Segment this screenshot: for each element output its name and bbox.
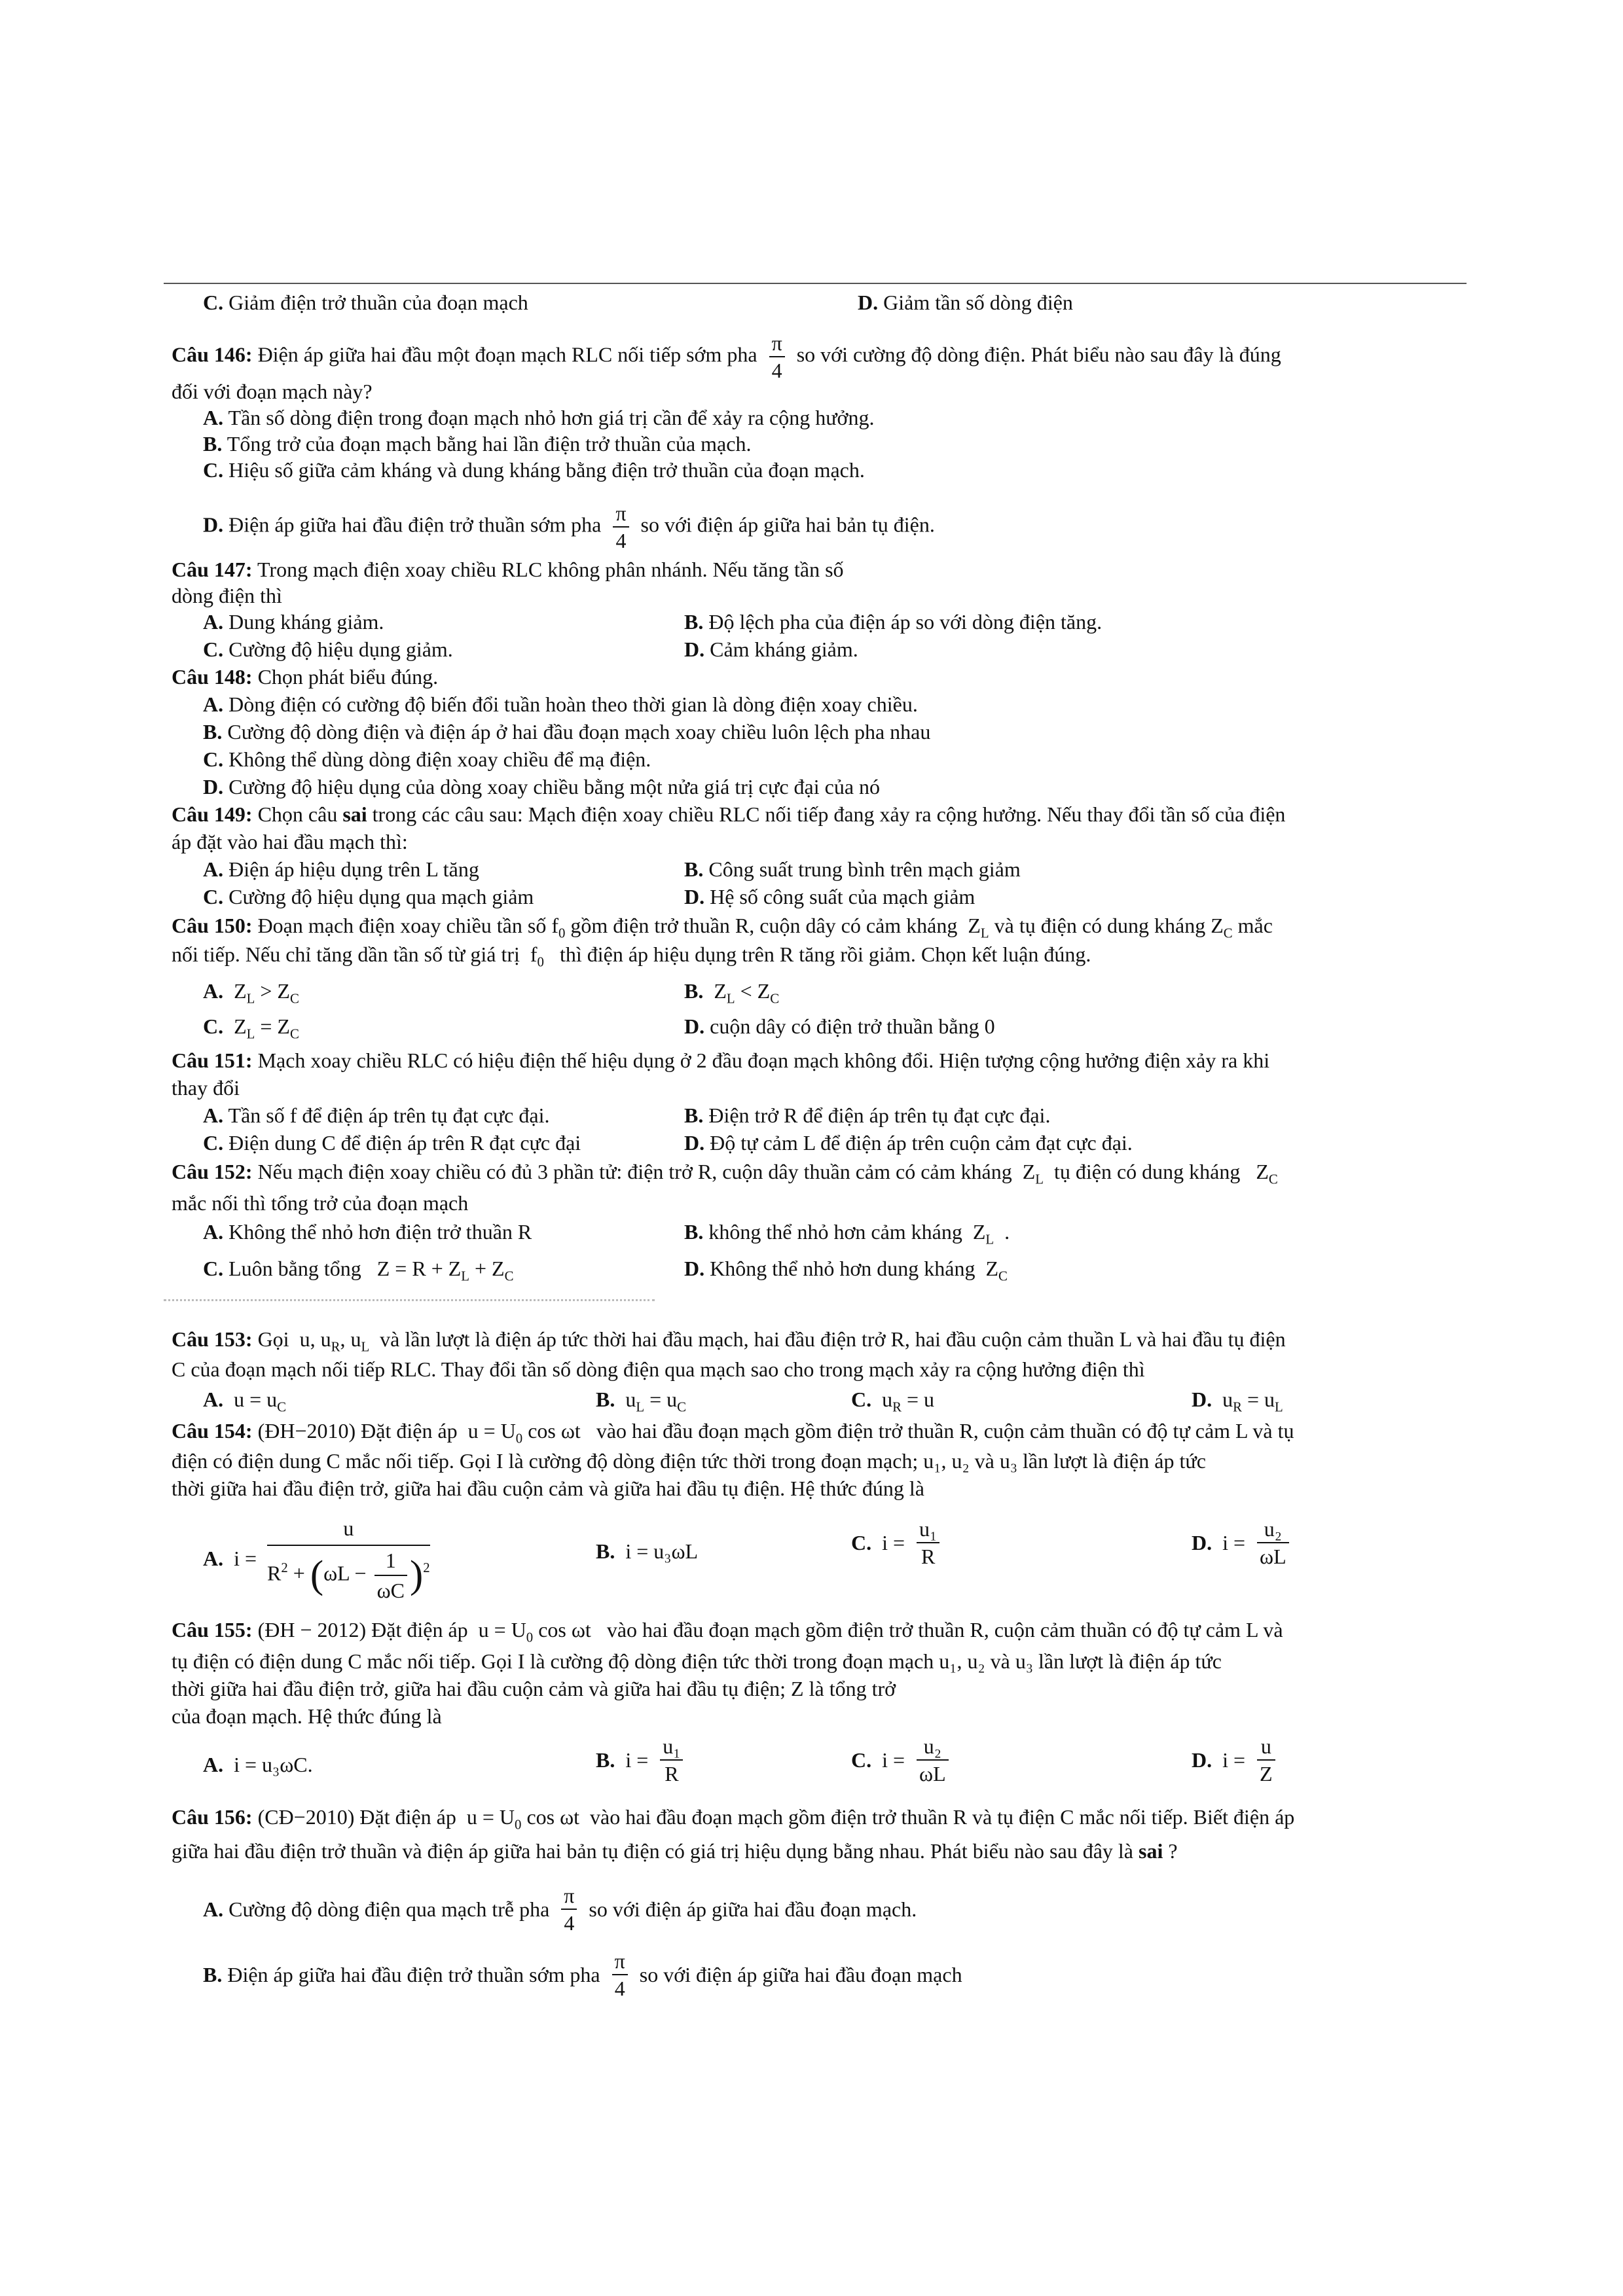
question-146-stem: Câu 146: Điện áp giữa hai đầu một đoạn mạch RLC nối tiếp sớm pha $\frac{\pi}{4}$ so với cường độ dòng điện. Phát biểu nào sau đây là đúng	[172, 331, 1281, 382]
question-150-option-b: B. $Z_L < Z_C$	[684, 979, 780, 1007]
question-153-option-a: A. $u = u_C$	[203, 1388, 287, 1415]
question-146-option-b: B. Tổng trở của đoạn mạch bằng hai lần điện trở thuần của mạch.	[203, 432, 752, 456]
question-154-stem: Câu 154: (ĐH−2010) Đặt điện áp $u = U_0$ cos ωt vào hai đầu đoạn mạch gồm điện trở thuần R, cuộn cảm thuần có độ tự cảm L và tụ	[172, 1419, 1294, 1446]
question-154-option-c: C. i = $\frac{\text{u₁}}{R}$	[851, 1518, 946, 1567]
question-156-option-a: A. Cường độ dòng điện qua mạch trễ pha $\frac{\pi}{4}$ so với điện áp giữa hai đầu đoạn mạch.	[203, 1884, 917, 1935]
question-149-option-b: B. Công suất trung bình trên mạch giảm	[684, 857, 1021, 881]
question-156-option-b: B. Điện áp giữa hai đầu điện trở thuần sớm pha $\frac{\pi}{4}$ so với điện áp giữa hai đầu đoạn mạch	[203, 1949, 962, 2000]
question-151-option-c: C. Điện dung C để điện áp trên R đạt cực đại	[203, 1131, 581, 1155]
question-151-option-d: D. Độ tự cảm L để điện áp trên cuộn cảm đạt cực đại.	[684, 1131, 1133, 1155]
question-151-option-b: B. Điện trở R để điện áp trên tụ đạt cực đại.	[684, 1103, 1051, 1127]
question-155-stem-4: của đoạn mạch. Hệ thức đúng là	[172, 1704, 442, 1728]
question-152-stem: Câu 152: Nếu mạch điện xoay chiều có đủ 3 phần tử: điện trở R, cuộn dây thuần cảm có cảm kháng $Z_L$ tụ điện có dung kháng $Z_C$	[172, 1160, 1278, 1187]
question-146-stem-2: đối với đoạn mạch này?	[172, 380, 373, 403]
question-148-stem: Câu 148: Chọn phát biểu đúng.	[172, 665, 439, 689]
question-148-option-b: B. Cường độ dòng điện và điện áp ở hai đầu đoạn mạch xoay chiều luôn lệch pha nhau	[203, 720, 931, 744]
header-rule	[164, 283, 1467, 284]
question-150-stem-2: nối tiếp. Nếu chỉ tăng dần tần số từ giá trị $f_0$ thì điện áp hiệu dụng trên R tăng rồi giảm. Chọn kết luận đúng.	[172, 942, 1091, 970]
question-147-option-d: D. Cảm kháng giảm.	[684, 637, 858, 661]
question-155-stem-3: thời giữa hai đầu điện trở, giữa hai đầu cuộn cảm và giữa hai đầu tụ điện; Z là tổng trở	[172, 1677, 896, 1700]
question-154-option-d: D. i = $\frac{\text{u₂}}{\omega L}$	[1192, 1518, 1296, 1567]
question-146-option-a: A. Tần số dòng điện trong đoạn mạch nhỏ hơn giá trị cần để xảy ra cộng hưởng.	[203, 406, 875, 429]
question-152-option-b: B. không thể nhỏ hơn cảm kháng $Z_L$ .	[684, 1220, 1010, 1247]
question-151-stem-2: thay đổi	[172, 1076, 240, 1100]
question-151-stem: Câu 151: Mạch xoay chiều RLC có hiệu điện thế hiệu dụng ở 2 đầu đoạn mạch không đổi. Hiện tượng cộng hưởng điện xảy ra khi	[172, 1049, 1270, 1072]
question-152-option-a: A. Không thể nhỏ hơn điện trở thuần R	[203, 1220, 532, 1244]
question-155-stem: Câu 155: (ĐH − 2012) Đặt điện áp $u = U_0$ cos ωt vào hai đầu đoạn mạch gồm điện trở thuần R, cuộn cảm thuần có độ tự cảm L và	[172, 1618, 1283, 1645]
question-150-stem: Câu 150: Đoạn mạch điện xoay chiều tần số $f_0$ gồm điện trở thuần R, cuộn dây có cảm kháng $Z_L$ và tụ điện có dung kháng $Z_C$ mắc	[172, 914, 1273, 941]
question-147-stem: Câu 147: Trong mạch điện xoay chiều RLC không phân nhánh. Nếu tăng tần số	[172, 558, 844, 581]
question-154-option-a: A. i = u $R^2 + (\omega L$ − $\frac{1}{\omega C}$ )$^2$	[203, 1516, 430, 1603]
question-153-option-c: C. $u_R = u$	[851, 1388, 935, 1415]
question-149-option-d: D. Hệ số công suất của mạch giảm	[684, 885, 976, 908]
question-154-option-b: B. i = u₃ωL	[596, 1539, 699, 1563]
question-146-option-c: C. Hiệu số giữa cảm kháng và dung kháng bằng điện trở thuần của đoạn mạch.	[203, 458, 865, 482]
question-155-option-b: B. i = $\frac{\text{u₁}}{R}$	[596, 1736, 689, 1784]
question-148-option-d: D. Cường độ hiệu dụng của dòng xoay chiều bằng một nửa giá trị cực đại của nó	[203, 775, 881, 798]
question-153-option-d: D. $u_R = u_L$	[1192, 1388, 1283, 1415]
question-146-option-d: D. Điện áp giữa hai đầu điện trở thuần sớm pha $\frac{\pi}{4}$ so với điện áp giữa hai bản tụ điện.	[203, 501, 935, 552]
question-152-option-d: D. Không thể nhỏ hơn dung kháng $Z_C$	[684, 1257, 1008, 1284]
question-149-stem: Câu 149: Chọn câu sai trong các câu sau: Mạch điện xoay chiều RLC nối tiếp đang xảy ra cộng hưởng. Nếu thay đổi tần số của điện	[172, 802, 1286, 826]
question-149-stem-2: áp đặt vào hai đầu mạch thì:	[172, 830, 408, 853]
question-147-option-b: B. Độ lệch pha của điện áp so với dòng điện tăng.	[684, 610, 1103, 634]
question-156-stem: Câu 156: (CĐ−2010) Đặt điện áp $u = U_0$ cos ωt vào hai đầu đoạn mạch gồm điện trở thuần R và tụ điện C mắc nối tiếp. Biết điện áp	[172, 1805, 1295, 1833]
question-150-option-a: A. $Z_L > Z_C$	[203, 979, 299, 1007]
question-153-stem: Câu 153: Gọi u, $u_R$, $u_L$ và lần lượt là điện áp tức thời hai đầu mạch, hai đầu điện trở R, hai đầu cuộn cảm thuần L và hai đầu tụ điện	[172, 1327, 1286, 1355]
dotted-separator	[164, 1299, 655, 1304]
question-148-option-a: A. Dòng điện có cường độ biến đổi tuần hoàn theo thời gian là dòng điện xoay chiều.	[203, 692, 918, 716]
question-155-option-a: A. i = u₃ωC.	[203, 1753, 313, 1776]
question-153-stem-2: C của đoạn mạch nối tiếp RLC. Thay đổi tần số dòng điện qua mạch sao cho trong mạch xảy ra cộng hưởng điện thì	[172, 1357, 1145, 1381]
question-149-option-c: C. Cường độ hiệu dụng qua mạch giảm	[203, 885, 534, 908]
question-154-stem-3: thời giữa hai đầu điện trở, giữa hai đầu cuộn cảm và giữa hai đầu tụ điện. Hệ thức đúng là	[172, 1477, 924, 1500]
question-155-option-c: C. i = $\frac{\text{u₂}}{\omega L}$	[851, 1736, 955, 1784]
prev-option-d: D. Giảm tần số dòng điện	[858, 291, 1073, 314]
question-150-option-c: C. $Z_L = Z_C$	[203, 1014, 299, 1042]
question-150-option-d: D. cuộn dây có điện trở thuần bằng 0	[684, 1014, 995, 1038]
pi-over-4: $\frac{\pi}{4}$	[769, 332, 785, 381]
question-153-option-b: B. $u_L = u_C$	[596, 1388, 686, 1415]
question-152-option-c: C. Luôn bằng tổng $Z = R + Z_L + Z_C$	[203, 1257, 514, 1284]
question-156-stem-2: giữa hai đầu điện trở thuần và điện áp giữa hai bản tụ điện có giá trị hiệu dụng bằng nhau. Phát biểu nào sau đây là sai ?	[172, 1839, 1178, 1863]
question-151-option-a: A. Tần số f để điện áp trên tụ đạt cực đại.	[203, 1103, 550, 1127]
question-147-option-c: C. Cường độ hiệu dụng giảm.	[203, 637, 453, 661]
question-152-stem-2: mắc nối thì tổng trở của đoạn mạch	[172, 1191, 469, 1215]
question-147-stem-2: dòng điện thì	[172, 584, 282, 607]
prev-option-c: C. Giảm điện trở thuần của đoạn mạch	[203, 291, 528, 314]
question-147-option-a: A. Dung kháng giảm.	[203, 610, 384, 634]
question-155-stem-2: tụ điện có điện dung C mắc nối tiếp. Gọi I là cường độ dòng điện tức thời trong đoạn mạch u₁, u₂ và u₃ lần lượt là điện áp tức	[172, 1649, 1222, 1673]
question-155-option-d: D. i = $\frac{u}{Z}$	[1192, 1736, 1282, 1784]
question-154-stem-2: điện có điện dung C mắc nối tiếp. Gọi I là cường độ dòng điện tức thời trong đoạn mạch; u₁, u₂ và u₃ lần lượt là điện áp tức	[172, 1449, 1206, 1473]
question-148-option-c: C. Không thể dùng dòng điện xoay chiều để mạ điện.	[203, 747, 651, 771]
question-149-option-a: A. Điện áp hiệu dụng trên L tăng	[203, 857, 479, 881]
